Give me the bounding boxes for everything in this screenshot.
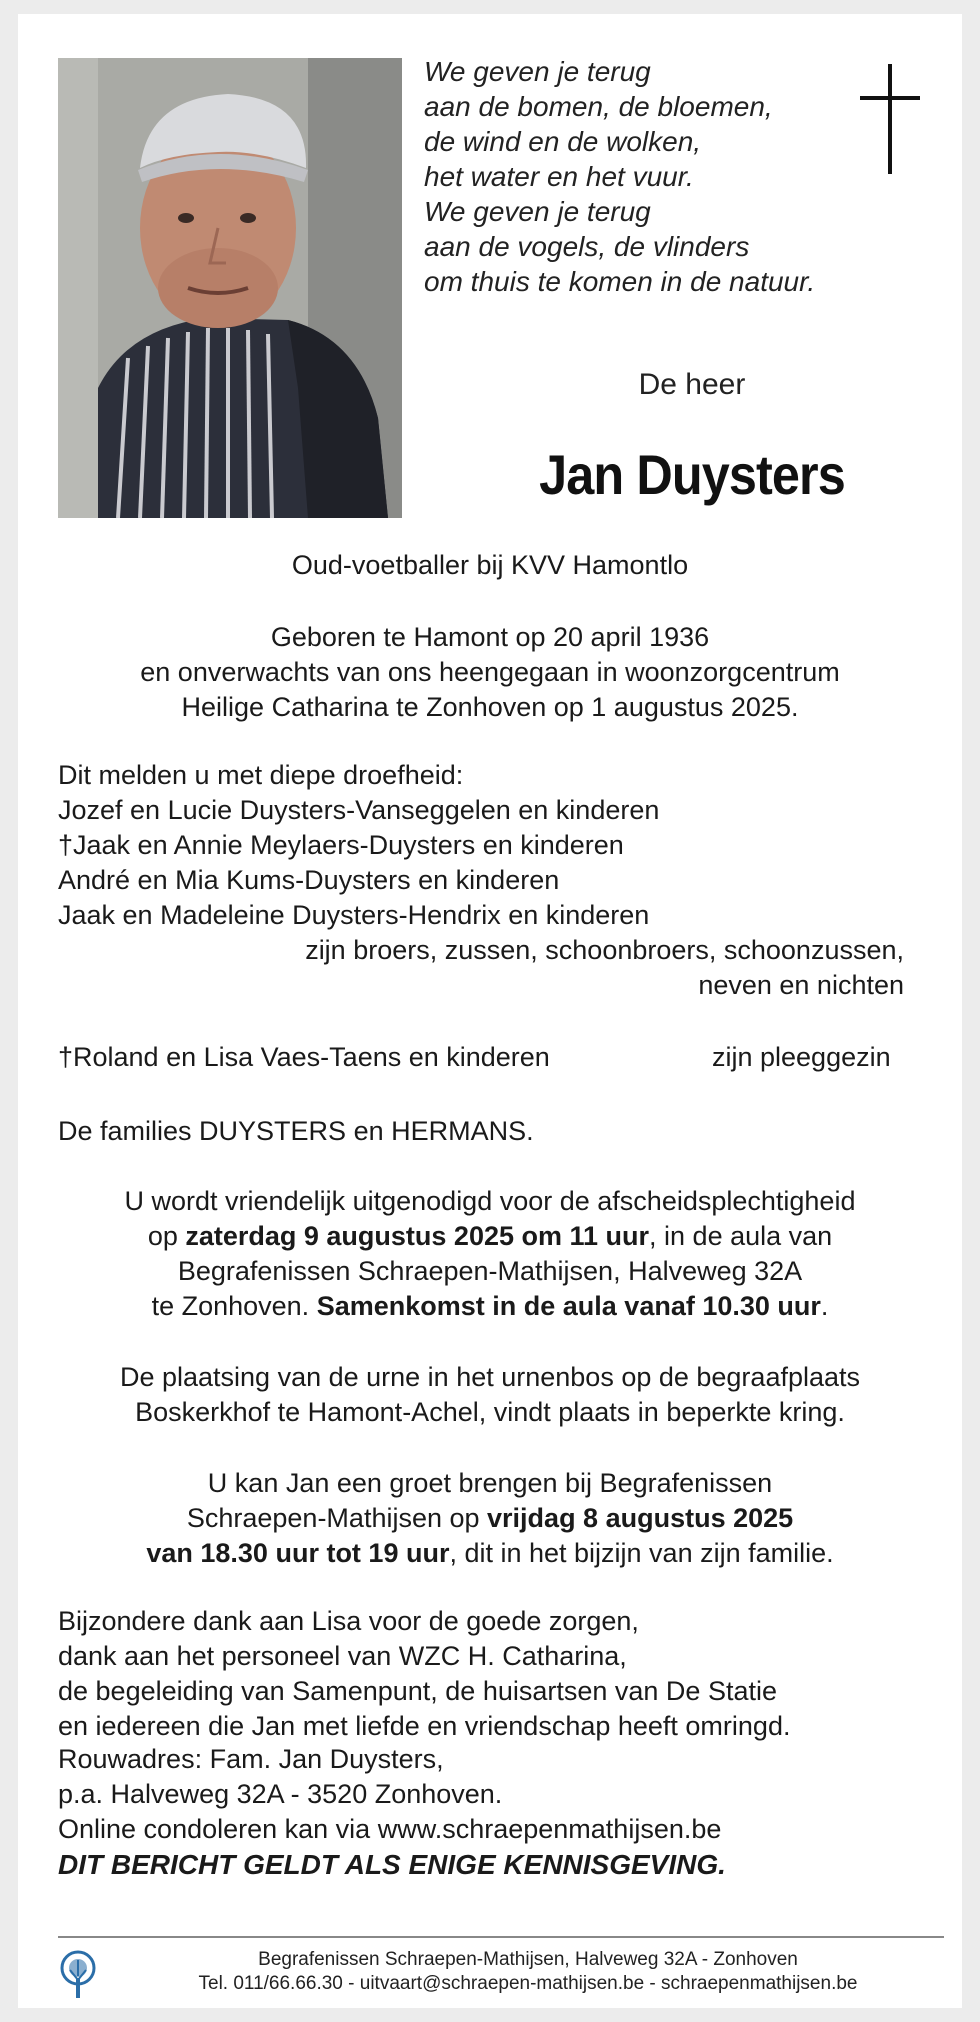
poem-line: aan de bomen, de bloemen, <box>424 91 773 122</box>
portrait-photo <box>58 58 402 518</box>
thanks-line: dank aan het personeel van WZC H. Catharina, <box>58 1641 627 1671</box>
urn-line: De plaatsing van de urne in het urnenbos op de begraafplaats <box>119 1362 861 1392</box>
poem-line: We geven je terug <box>424 56 651 87</box>
visit-details <box>18 1466 962 1571</box>
visit-date: vrijdag 8 augustus 2025 <box>487 1503 794 1533</box>
family-intro: Dit melden u met diepe droefheid: <box>58 760 464 790</box>
birth-line: Geboren te Hamont op 20 april 1936 <box>270 622 710 652</box>
foster-relation: zijn pleeggezin <box>712 1042 891 1072</box>
birth-details <box>18 620 962 725</box>
ceremony-line: Begrafenissen Schraepen-Mathijsen, Halveweg 32A <box>177 1256 803 1286</box>
family-member: Jaak en Madeleine Duysters-Hendrix en kinderen <box>58 900 650 930</box>
families-line: De families DUYSTERS en HERMANS. <box>58 1116 534 1146</box>
thanks-line: Bijzondere dank aan Lisa voor de goede zorgen, <box>58 1606 639 1636</box>
condolence-line: Online condoleren kan via www.schraepenmathijsen.be <box>58 1814 722 1844</box>
ceremony-details <box>18 1184 962 1324</box>
address-line: Rouwadres: Fam. Jan Duysters, <box>58 1744 444 1774</box>
thanks-line: en iedereen die Jan met liefde en vriendschap heeft omringd. <box>58 1711 791 1741</box>
portrait-illustration <box>58 58 402 518</box>
birth-line: Heilige Catharina te Zonhoven op 1 augustus 2025. <box>181 692 799 722</box>
poem-line: aan de vogels, de vlinders <box>424 231 750 262</box>
poem-line: We geven je terug <box>424 196 651 227</box>
thanks-line: de begeleiding van Samenpunt, de huisartsen van De Statie <box>58 1676 777 1706</box>
gathering-time: Samenkomst in de aula vanaf 10.30 uur <box>316 1291 821 1321</box>
urn-line: Boskerkhof te Hamont-Achel, vindt plaats in beperkte kring. <box>135 1397 845 1427</box>
visit-line: U kan Jan een groet brengen bij Begrafenissen <box>207 1468 773 1498</box>
poem-line: om thuis te komen in de natuur. <box>424 266 816 297</box>
ceremony-line: U wordt vriendelijk uitgenodigd voor de afscheidsplechtigheid <box>124 1186 856 1216</box>
ceremony-line: te Zonhoven. Samenkomst in de aula vanaf 10.30 uur. <box>151 1291 829 1321</box>
funeral-home-address: Begrafenissen Schraepen-Mathijsen, Halveweg 32A - Zonhoven <box>258 1949 798 1970</box>
family-relation: zijn broers, zussen, schoonbroers, schoonzussen, <box>305 935 904 965</box>
funeral-home-contact: Tel. 011/66.66.30 - uitvaart@schraepen-mathijsen.be - schraepenmathijsen.be <box>198 1973 858 1994</box>
cross-icon <box>860 64 920 174</box>
tree-logo-icon <box>56 1950 100 2000</box>
family-member: Jozef en Lucie Duysters-Vanseggelen en kinderen <box>58 795 660 825</box>
poem-line: de wind en de wolken, <box>424 126 702 157</box>
subtitle: Oud-voetballer bij KVV Hamontlo <box>291 550 689 580</box>
salutation: De heer <box>638 368 746 401</box>
footer <box>18 1944 962 2004</box>
footer-divider <box>58 1936 944 1938</box>
family-section <box>18 758 962 1003</box>
visit-line: Schraepen-Mathijsen op vrijdag 8 augustus 2025 <box>186 1503 794 1533</box>
ceremony-date: zaterdag 9 augustus 2025 om 11 uur <box>185 1221 650 1251</box>
birth-line: en onverwachts van ons heengegaan in woonzorgcentrum <box>140 657 840 687</box>
family-relation: neven en nichten <box>698 970 904 1000</box>
urn-details <box>18 1360 962 1430</box>
family-member: André en Mia Kums-Duysters en kinderen <box>58 865 560 895</box>
family-member: †Jaak en Annie Meylaers-Duysters en kinderen <box>58 830 624 860</box>
foster-family <box>18 1040 962 1075</box>
thanks-section <box>18 1604 962 1744</box>
notice: DIT BERICHT GELDT ALS ENIGE KENNISGEVING. <box>58 1849 726 1880</box>
foster-names: †Roland en Lisa Vaes-Taens en kinderen <box>58 1042 550 1072</box>
visit-time: van 18.30 uur tot 19 uur <box>146 1538 450 1568</box>
visit-line: van 18.30 uur tot 19 uur, dit in het bijzijn van zijn familie. <box>146 1538 834 1568</box>
ceremony-line: op zaterdag 9 augustus 2025 om 11 uur, in de aula van <box>147 1221 833 1251</box>
address-line: p.a. Halveweg 32A - 3520 Zonhoven. <box>58 1779 503 1809</box>
poem-line: het water en het vuur. <box>424 161 694 192</box>
footer-text <box>108 1948 948 1996</box>
obituary-card <box>18 14 962 2008</box>
deceased-name: Jan Duysters <box>539 443 845 506</box>
poem <box>424 54 815 299</box>
address-section <box>18 1742 962 1882</box>
